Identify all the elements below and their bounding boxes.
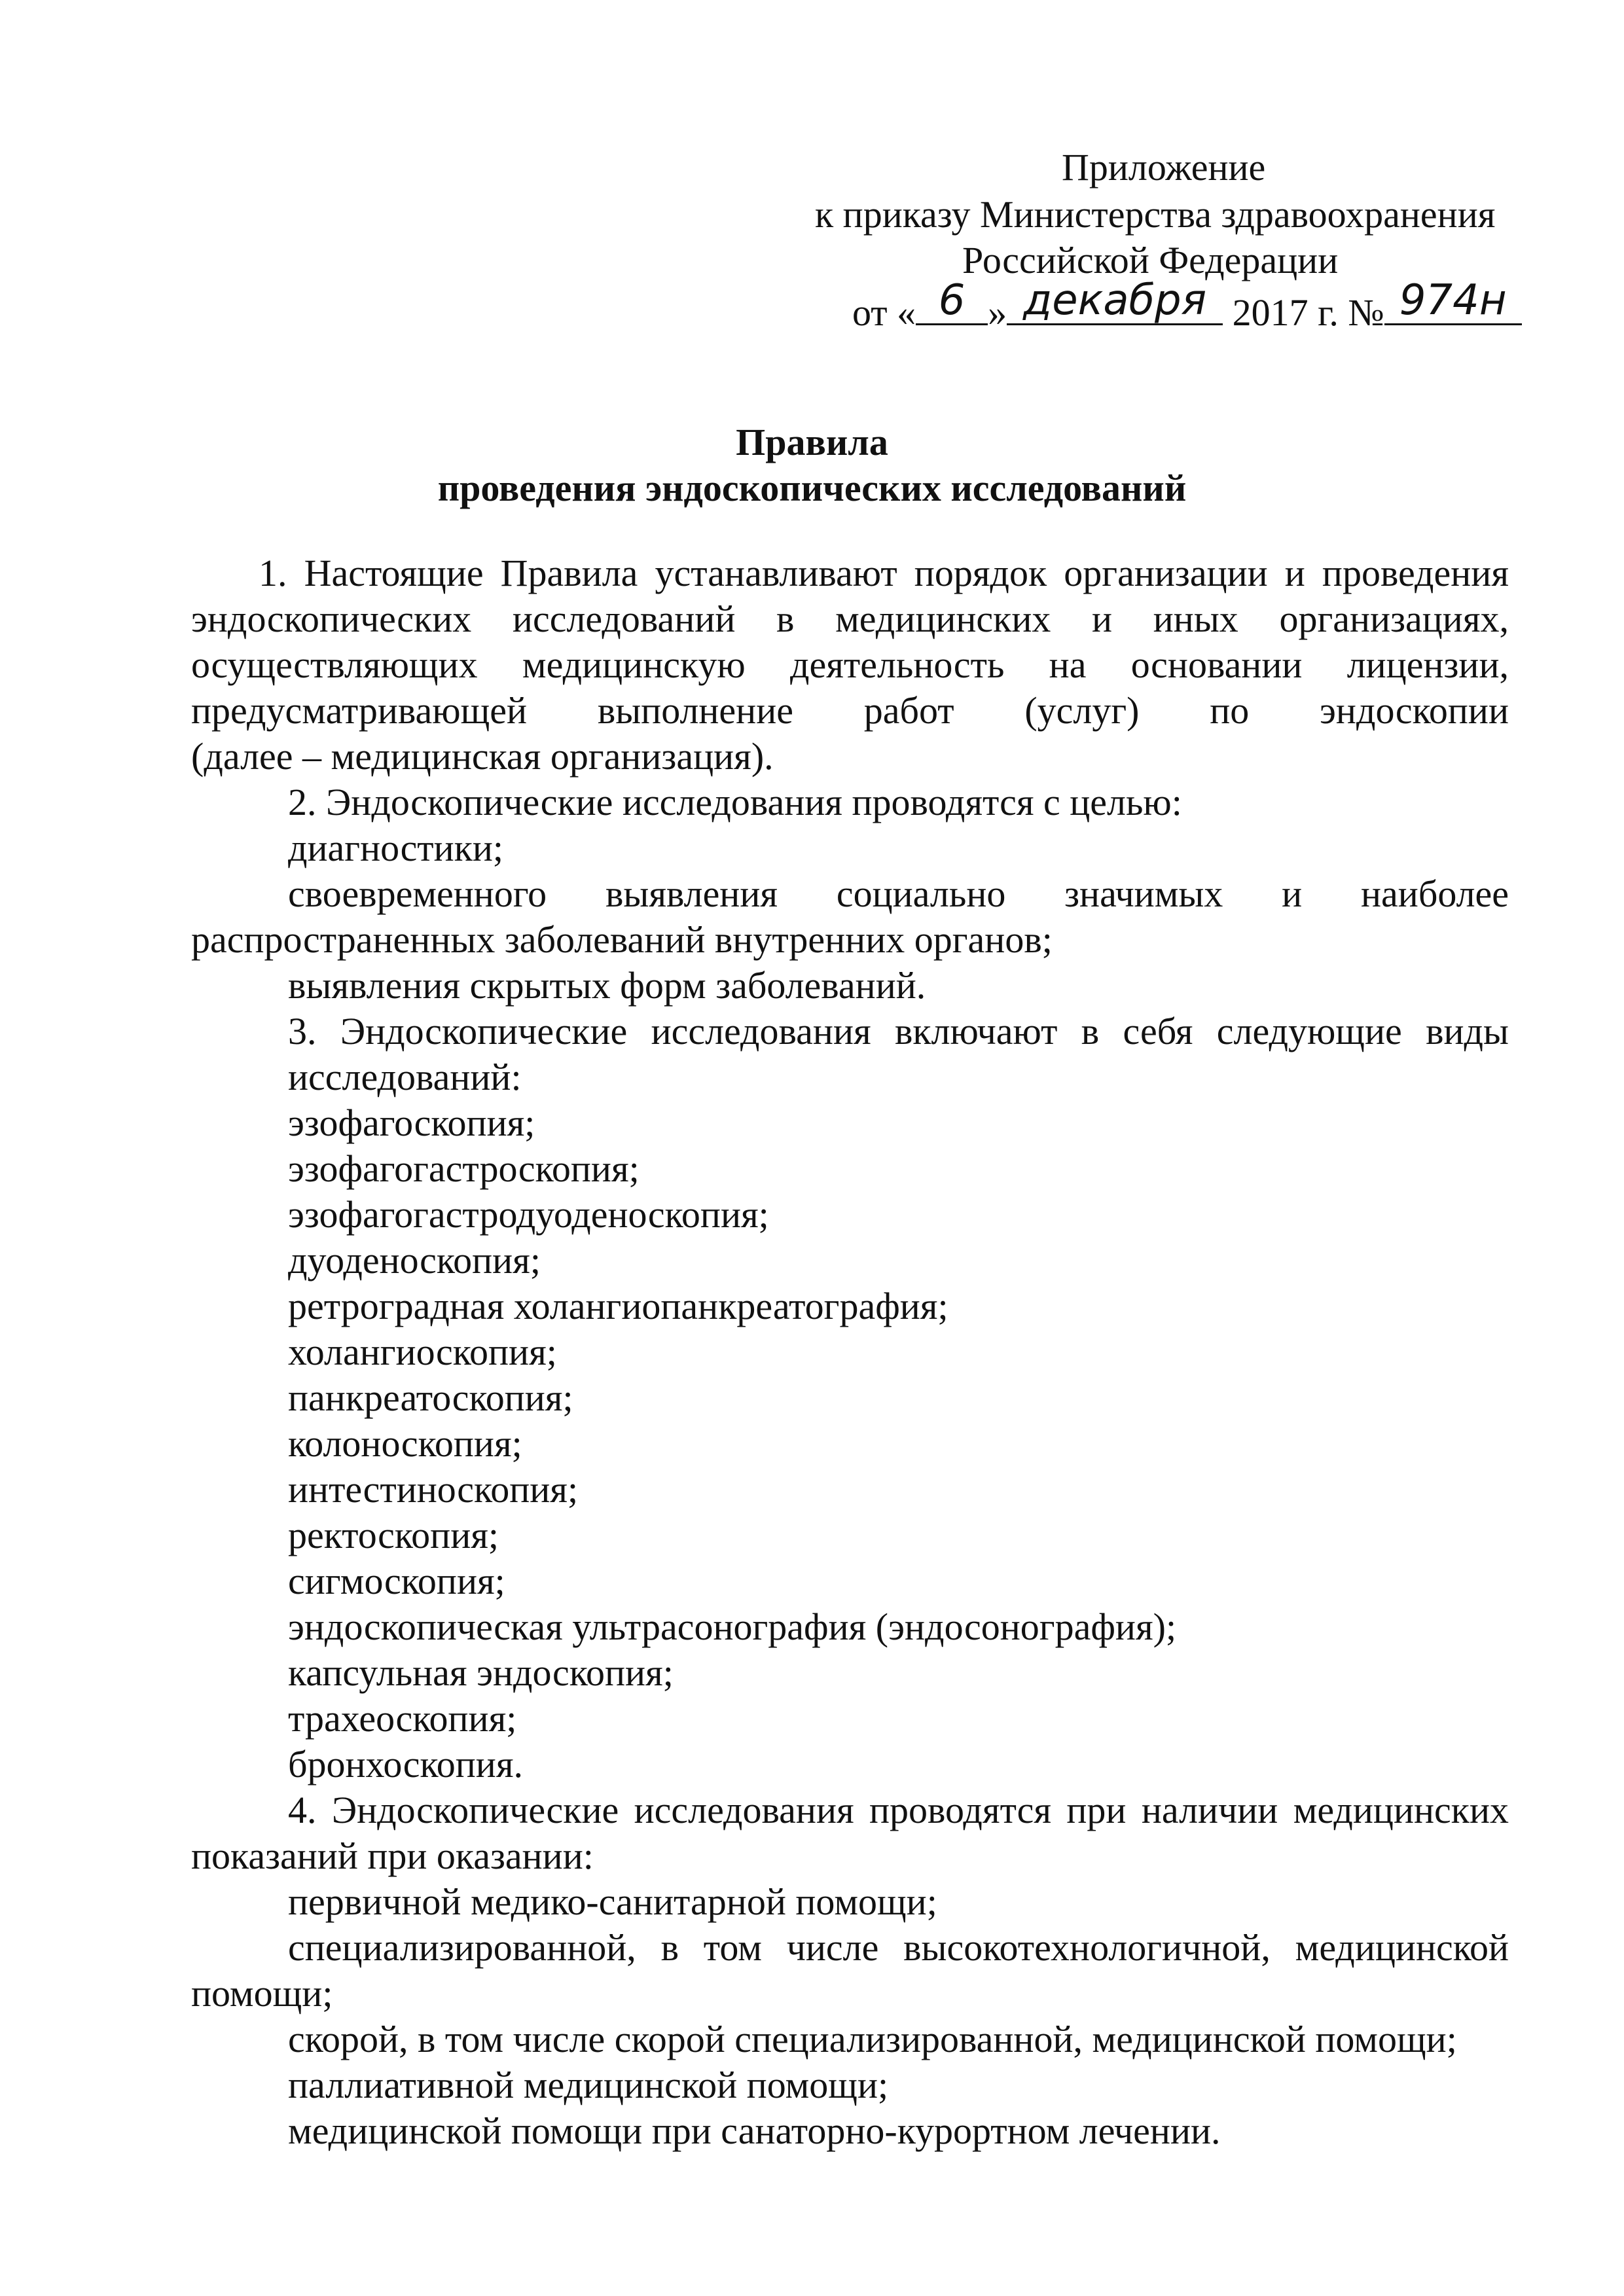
p1-line-3: осуществляющих медицинскую деятельность на основании лицензии, [191,643,1509,686]
list-item: дуоденоскопия; [288,1239,541,1282]
p1-line-4: предусматривающей выполнение работ (услуг) по эндоскопии [191,689,1509,732]
list-item: эндоскопическая ультрасонография (эндосонография); [288,1605,1177,1648]
p3-line-1: 3. Эндоскопические исследования включают в себя следующие виды [288,1010,1509,1052]
header-line-federation: Российской Федерации [962,239,1339,281]
list-item: колоноскопия; [288,1422,522,1465]
handwritten-month: декабря [1023,276,1207,325]
p4-item-3: скорой, в том числе скорой специализированной, медицинской помощи; [288,2018,1457,2060]
p4-item-5: медицинской помощи при санаторно-курортном лечении. [288,2109,1221,2152]
month-field [1007,276,1223,325]
p4-line-2: показаний при оказании: [191,1835,594,1877]
list-item: холангиоскопия; [288,1331,557,1373]
list-item: эзофагогастродуоденоскопия; [288,1193,769,1236]
year-label: 2017 г. № [1232,291,1384,334]
header-line-appendix: Приложение [1062,146,1266,188]
header-line-order: к приказу Министерства здравоохранения [815,193,1496,236]
p4-item-4: паллиативной медицинской помощи; [288,2064,889,2106]
list-item: эзофагоскопия; [288,1102,535,1144]
number-field [1384,276,1522,325]
day-close: » [988,291,1007,334]
document-subtitle: проведения эндоскопических исследований [437,467,1187,509]
p2-item-2-line-2: распространенных заболеваний внутренних органов; [191,918,1053,961]
p4-item-1: первичной медико-санитарной помощи; [288,1880,937,1923]
list-item: панкреатоскопия; [288,1376,573,1419]
list-item: капсульная эндоскопия; [288,1651,674,1694]
p2-intro: 2. Эндоскопические исследования проводятся с целью: [288,781,1182,823]
p4-line-1: 4. Эндоскопические исследования проводятся при наличии медицинских [288,1789,1509,1831]
p1-line-5: (далее – медицинская организация). [191,735,774,778]
p1-line-1: 1. Настоящие Правила устанавливают порядок организации и проведения [259,552,1509,594]
handwritten-day: 6 [938,276,965,325]
day-field [916,276,988,325]
p2-item-2-line-1: своевременного выявления социально значимых и наиболее [288,872,1509,915]
p2-item-1: диагностики; [288,827,504,869]
p3-line-2: исследований: [288,1056,522,1098]
p4-item-2-line-2: помощи; [191,1972,333,2015]
p1-line-2: эндоскопических исследований в медицинских и иных организациях, [191,598,1509,640]
list-item: ретроградная холангиопанкреатография; [288,1285,948,1327]
p2-item-3: выявления скрытых форм заболеваний. [288,964,926,1007]
list-item: эзофагогастроскопия; [288,1147,640,1190]
p4-item-2-line-1: специализированной, в том числе высокотехнологичной, медицинской [288,1926,1509,1969]
handwritten-number: 974н [1399,276,1507,325]
date-prefix: от « [852,291,916,334]
header-line-date [852,276,1522,335]
document-title: Правила [736,421,888,463]
list-item: сигмоскопия; [288,1560,505,1602]
list-item: ректоскопия; [288,1514,499,1556]
list-item: бронхоскопия. [288,1743,524,1785]
list-item: интестиноскопия; [288,1468,579,1511]
list-item: трахеоскопия; [288,1697,517,1740]
